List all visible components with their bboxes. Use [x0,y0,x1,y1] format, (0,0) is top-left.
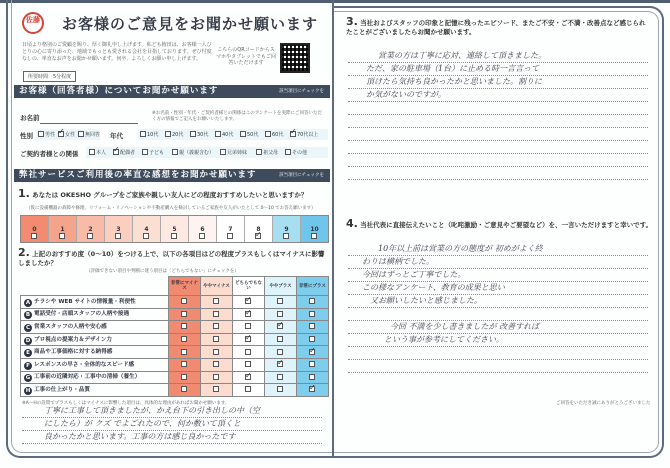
answer-line: ただ、家の駐車場（1台）に止める時一言言って [348,63,648,76]
col-very-positive: 非常にプラス [297,277,329,296]
checkbox[interactable] [245,349,251,355]
table-row [21,333,329,346]
answer-line [348,360,648,373]
q2-heading: 2. 上記のおすすめ度（0〜10）をつける上で、以下の各項目はどの程度プラスもしくはマイナスに影響しましたか？ [18,246,325,267]
row-label-a: A チラシや WEB サイトの情報量・利便性 [21,296,169,309]
scale-option-9[interactable]: 9 [273,216,301,242]
checkbox[interactable] [213,323,219,329]
cell-checkbox[interactable] [265,346,297,359]
age-option-40s[interactable]: 40代 [215,131,233,139]
checkbox[interactable] [172,149,178,155]
cell-checkbox[interactable] [297,308,329,321]
checkbox-checked[interactable] [255,233,261,239]
badge-e-icon: E [24,349,32,357]
table-header-row [21,277,329,296]
q3-heading: 3. 当社およびスタッフの印象と記憶に残ったエピソード、またご不安・ご不満・改善点など感じられたことがございましたらお聞かせ願います。 [346,15,646,36]
cell-checkbox[interactable] [201,384,233,397]
checkbox[interactable] [181,386,187,392]
cell-checkbox[interactable] [265,371,297,384]
checkbox[interactable] [213,311,219,317]
checkbox[interactable] [309,298,315,304]
customer-section-bar [14,85,330,98]
answer-line [348,167,648,180]
cell-checkbox[interactable] [169,384,201,397]
checkbox[interactable] [227,233,233,239]
cell-checkbox[interactable] [233,296,265,309]
checkbox[interactable] [213,374,219,380]
checkbox-checked[interactable] [309,386,315,392]
influence-table [20,276,329,397]
table-row [21,384,329,397]
cell-checkbox[interactable] [233,333,265,346]
badge-a-icon: A [25,299,31,306]
answer-line: 10年以上前は営業の方の態度が 初めがよく終 [348,243,648,256]
name-label: お名前 [20,114,40,122]
row-label-h: H 工事の仕上がり・品質 [21,384,169,397]
scale-option-1[interactable]: 1 [49,216,77,242]
checkbox[interactable] [256,149,262,155]
customer-section-title: お客様（回答者様）についてお聞かせ願います [19,86,219,96]
checkbox[interactable] [213,386,219,392]
relation-option-grandparent[interactable]: 祖父母 [256,149,278,157]
cell-checkbox[interactable] [297,321,329,334]
table-row [21,358,329,371]
cell-checkbox[interactable] [233,371,265,384]
page-title: お客様のご意見をお聞かせ願います [62,15,319,33]
row-label-f: F レスポンスの早さ・全体的なスピード感 [21,358,169,371]
service-section-note: 該当項目にチェックを [279,173,324,178]
intro-text: 日頃より格別のご愛顧を賜り、厚く御礼申し上げます。私ども植田は、お客様一人ひとりの心に寄り添った、地域でもっとも愛される会社を目指しております。ぜひ忖度なしの、率直なお声をお聞かせ願います。何卒、よろしくお願い申し上げます。 [22,42,212,62]
age-option-30s[interactable]: 30代 [190,131,208,139]
checkbox[interactable] [181,336,187,342]
answer-line [348,128,648,141]
answer-line [348,102,648,115]
relation-option-parent[interactable]: 親（義親含む） [172,149,214,157]
scale-option-5[interactable]: 5 [161,216,189,242]
table-row [21,296,329,309]
cell-checkbox[interactable] [201,321,233,334]
scale-option-2[interactable]: 2 [77,216,105,242]
seal-stamp-icon: 佐藤 [22,12,44,34]
checkbox-checked[interactable] [245,374,251,380]
checkbox[interactable] [181,349,187,355]
checkbox[interactable] [59,233,65,239]
gender-option-female[interactable]: ✓ 女性 [58,131,75,139]
checkbox[interactable] [245,361,251,367]
cell-checkbox[interactable] [297,333,329,346]
answer-line: 頂けたら気持ち良かったかと思いました。割りに [348,76,648,89]
checkbox[interactable] [78,131,84,137]
relation-option-other[interactable]: その他 [285,149,307,157]
gender-option-none[interactable]: 無回答 [78,131,100,139]
badge-d-icon: D [25,337,31,344]
duration-badge: 所要時間 5分程度 [23,71,76,82]
answer-line: 丁寧に工事して頂きましたが、かえ台下の引き出しの中（空 [22,405,322,418]
scale-option-4[interactable]: 4 [133,216,161,242]
checkbox[interactable] [265,131,271,137]
checkbox[interactable] [245,323,251,329]
q1-heading: 1. あなたは OKESHO グループをご家族や親しい友人にどの程度おすすめしたいと思いますか？ [18,187,308,200]
checkbox[interactable] [38,131,44,137]
checkbox[interactable] [213,361,219,367]
cell-checkbox[interactable] [169,346,201,359]
checkbox[interactable] [199,233,205,239]
cell-checkbox[interactable] [169,358,201,371]
checkbox[interactable] [277,386,283,392]
checkbox[interactable] [277,298,283,304]
checkbox[interactable] [213,298,219,304]
qr-note: こちらのQRコードからスマホやタブレットでもご回答いただけます [216,47,276,66]
scale-option-7[interactable]: 7 [217,216,245,242]
row-label-c: C 営業スタッフの人柄や安心感 [21,321,169,334]
answer-line: 今回 不満を少し書きましたが 改善すれば [348,321,648,334]
badge-f-icon: F [24,362,32,370]
relation-option-spouse[interactable]: ✓ 配偶者 [113,149,135,157]
answer-line [348,141,648,154]
table-row [21,346,329,359]
answer-line: 今回はずっとご丁寧でした。 [348,269,648,282]
checkbox[interactable] [309,336,315,342]
checkbox-checked[interactable] [58,131,64,137]
table-row [21,321,329,334]
col-neutral: どちらでもない [233,277,265,296]
cell-checkbox[interactable] [201,358,233,371]
q4-answer-area[interactable] [348,243,648,373]
cell-checkbox[interactable] [233,358,265,371]
qr-code-icon[interactable] [280,43,310,73]
cell-checkbox[interactable] [265,296,297,309]
checkbox[interactable] [181,323,187,329]
cell-checkbox[interactable] [297,346,329,359]
checkbox[interactable] [309,374,315,380]
checkbox[interactable] [277,336,283,342]
cell-checkbox[interactable] [297,358,329,371]
checkbox-checked[interactable] [245,311,251,317]
relation-option-self[interactable]: 本人 [89,149,106,157]
checkbox-checked[interactable] [277,361,283,367]
cell-checkbox[interactable] [201,296,233,309]
relation-label: ご契約者様との関係 [20,150,79,158]
thanks-note: ご回答をいただき誠にありがとうございました [556,401,651,406]
cell-checkbox[interactable] [297,296,329,309]
row-label-d: D プロ視点の提案力＆デザイン力 [21,333,169,346]
scale-option-8[interactable] [245,216,273,242]
checkbox[interactable] [89,149,95,155]
badge-g-icon: G [25,375,31,382]
cell-checkbox[interactable] [169,333,201,346]
checkbox[interactable] [31,233,37,239]
checkbox[interactable] [190,131,196,137]
cell-checkbox[interactable] [265,333,297,346]
answer-line: 営業の方は丁寧に応対、連絡して頂きました。 [348,50,648,63]
checkbox[interactable] [277,311,283,317]
checkbox[interactable] [309,323,315,329]
col-very-negative: 非常にマイナス [169,277,201,296]
age-option-50s[interactable]: 50代 [240,131,258,139]
checkbox[interactable] [283,233,289,239]
cell-checkbox[interactable] [233,321,265,334]
cell-checkbox[interactable] [169,321,201,334]
checkbox-checked[interactable] [309,349,315,355]
scale-option-6[interactable]: 6 [189,216,217,242]
badge-h-icon: H [25,387,31,394]
row-label-b: B 電話受付・店頭スタッフの人柄や接遇 [21,308,169,321]
age-option-60s[interactable]: 60代 [265,131,283,139]
q1-subtext: （仮に設備機器の故障や修理、リフォーム・リノベーションや不動産購入を検討しているご家族や友人がいたとして 0〜10 でお答え願います） [26,206,316,211]
name-note: ※お名前・性別・年代・ご契約者様との関係はこのアンケートを実際にご回答いただく方の情報でご記入をお願いいたします。 [152,111,322,122]
checkbox[interactable] [115,233,121,239]
q2-footnote: ※A〜Hの設問でプラスもしくはマイナスに影響した項目は、具体的な理由があればお聞かせ願います。 [22,401,230,406]
answer-line [348,115,648,128]
checkbox[interactable] [140,131,146,137]
age-option-20s[interactable]: 20代 [165,131,183,139]
answer-line: 良かったかと思います。工事の方は感じ良かったです [22,431,322,444]
relation-option-sibling[interactable]: 兄弟姉妹 [220,149,247,157]
col-slightly-positive: ややプラス [265,277,297,296]
cell-checkbox[interactable] [297,371,329,384]
checkbox[interactable] [143,233,149,239]
gender-option-male[interactable]: 男性 [38,131,55,139]
cell-checkbox[interactable] [265,358,297,371]
cell-checkbox[interactable] [265,321,297,334]
row-label-g: G 工事前の近隣対応・工事中の清掃（養生） [21,371,169,384]
checkbox-checked[interactable] [277,323,283,329]
cell-checkbox[interactable] [169,371,201,384]
answer-line: にしたら）が クズ でよごれたので、何か敷いて頂くと [22,418,322,431]
checkbox[interactable] [142,149,148,155]
cell-checkbox[interactable] [201,333,233,346]
checkbox[interactable] [181,374,187,380]
checkbox[interactable] [165,131,171,137]
age-option-10s[interactable]: 10代 [140,131,158,139]
badge-c-icon: C [25,324,31,331]
customer-section-note: 該当項目にチェックを [279,89,324,94]
badge-b-icon: B [25,312,31,319]
checkbox[interactable] [181,311,187,317]
answer-line: この様なアンケート、教育の成果と思い [348,282,648,295]
cell-checkbox[interactable] [201,346,233,359]
checkbox[interactable] [181,361,187,367]
checkbox[interactable] [245,386,251,392]
table-row [21,371,329,384]
checkbox[interactable] [213,349,219,355]
checkbox[interactable] [220,149,226,155]
answer-line: 又お願いしたいと感じました。 [348,295,648,308]
cell-checkbox[interactable] [233,308,265,321]
checkbox[interactable] [171,233,177,239]
relation-option-child[interactable]: 子ども [142,149,164,157]
checkbox[interactable] [215,131,221,137]
cell-checkbox[interactable] [201,371,233,384]
checkbox[interactable] [309,361,315,367]
name-field[interactable] [40,123,138,124]
scale-option-10[interactable]: 10 [301,216,328,242]
checkbox-checked[interactable] [245,298,251,304]
answer-line: か気がないのですが。 [348,89,648,102]
cell-checkbox[interactable] [169,296,201,309]
checkbox[interactable] [240,131,246,137]
answer-line [348,154,648,167]
cell-checkbox[interactable] [169,308,201,321]
checkbox-checked[interactable] [290,131,296,137]
recommend-scale [20,215,329,243]
scale-option-0[interactable]: 0 [21,216,49,242]
checkbox[interactable] [87,233,93,239]
q2-subtext: （評価できない項目や判断に迷う項目は「どちらでもない」にチェックを） [86,269,239,274]
checkbox[interactable] [311,233,317,239]
answer-line [348,308,648,321]
scale-option-3[interactable]: 3 [105,216,133,242]
q2-answer-area[interactable] [22,405,322,444]
cell-checkbox[interactable] [265,384,297,397]
cell-checkbox[interactable] [297,384,329,397]
cell-checkbox[interactable] [233,384,265,397]
cell-checkbox[interactable] [201,308,233,321]
cell-checkbox[interactable] [233,346,265,359]
checkbox-checked[interactable] [245,336,251,342]
col-slightly-negative: ややマイナス [201,277,233,296]
gender-label: 性別 [20,132,33,140]
service-section-bar [14,169,330,182]
table-row [21,308,329,321]
answer-line: わりは横柄でした。 [348,256,648,269]
age-label: 年代 [110,132,123,140]
q3-answer-area[interactable] [348,50,648,180]
service-section-title: 弊社サービスご利用後の率直な感想をお聞かせ願います [19,170,257,180]
checkbox[interactable] [277,374,283,380]
checkbox[interactable] [285,149,291,155]
age-option-70plus[interactable]: ✓ 70代以上 [290,131,318,139]
checkbox-checked[interactable] [113,149,119,155]
row-label-e: E 商品や工事価格に対する納得感 [21,346,169,359]
q4-heading: 4. 当社代表に直接伝えたいこと（叱咤激励・ご意見やご要望など）を、一言いただけますと幸いです。 [346,217,653,230]
table-header-blank [21,277,169,296]
checkbox[interactable] [277,349,283,355]
answer-line [348,347,648,360]
checkbox[interactable] [181,298,187,304]
checkbox[interactable] [213,336,219,342]
checkbox[interactable] [309,311,315,317]
answer-line: という事が参考にしてください。 [348,334,648,347]
cell-checkbox[interactable] [265,308,297,321]
